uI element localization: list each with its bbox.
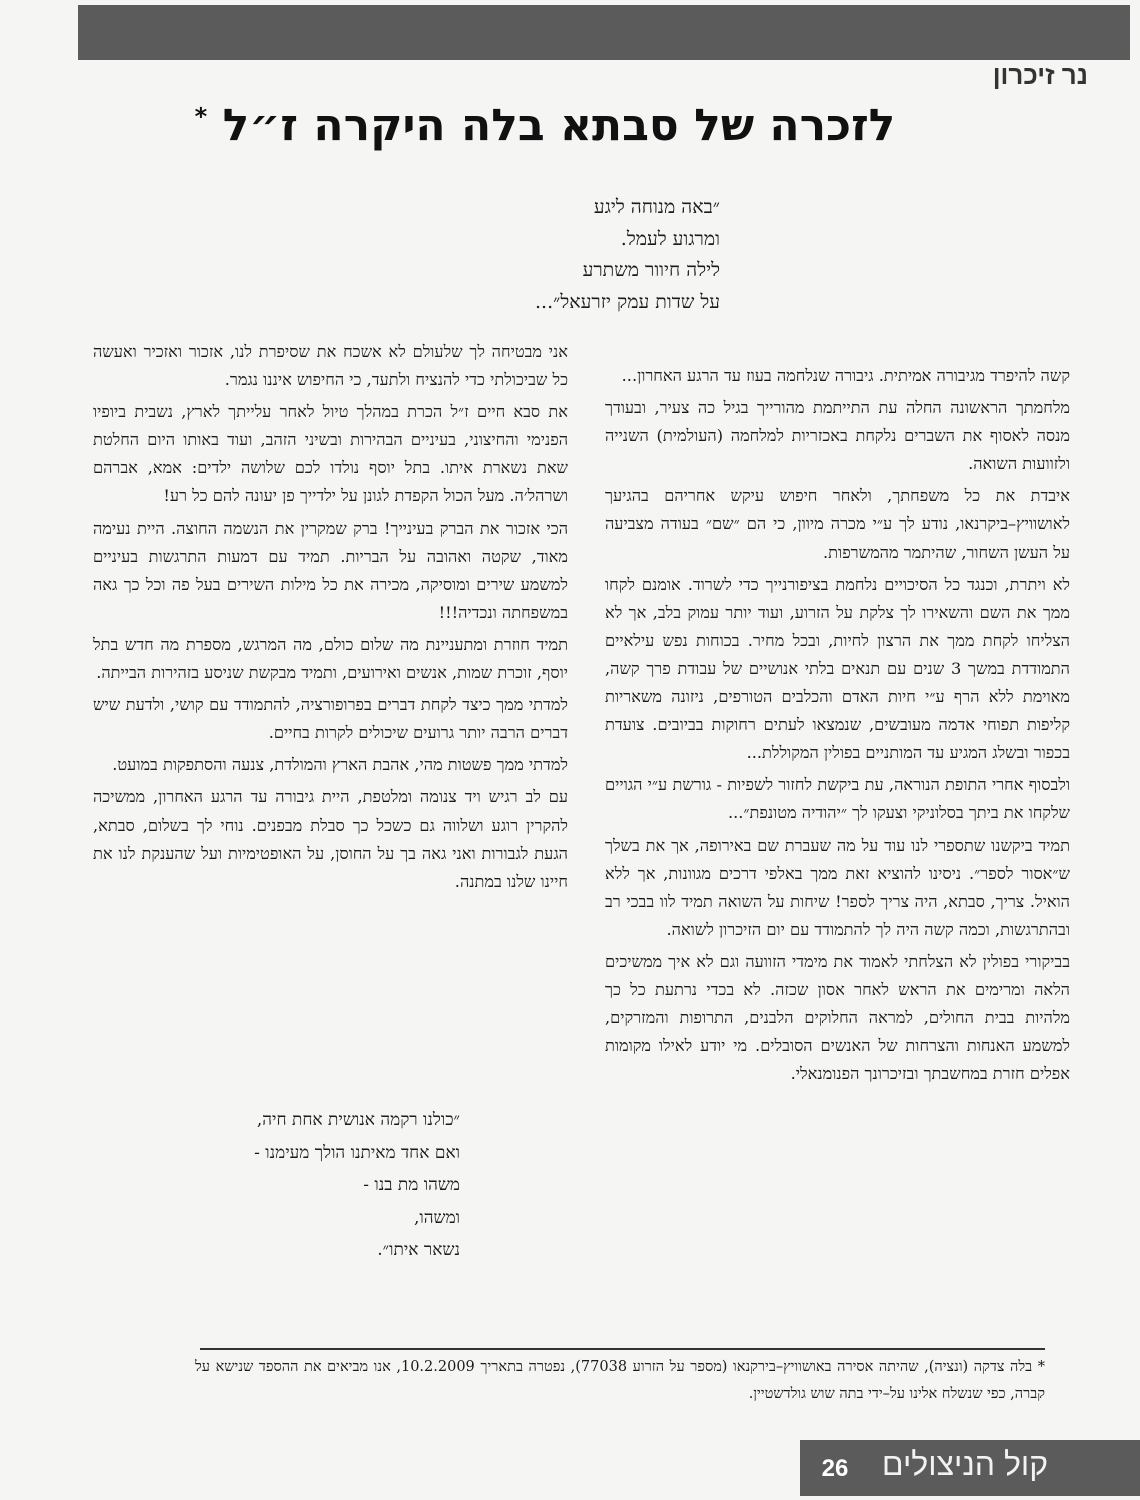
header-band bbox=[78, 5, 1130, 60]
right-column bbox=[605, 362, 1070, 1092]
epigraph-line: ״באה מנוחה ליגע bbox=[593, 196, 720, 218]
paragraph: למדתי ממך כיצד לקחת דברים בפרופורציה, להתמודד עם קושי, ולדעת שיש דברים הרבה יותר גרועים שיכולים לקרות בחיים. bbox=[93, 695, 568, 743]
section-label: נר זיכרון bbox=[992, 60, 1088, 90]
left-column bbox=[93, 338, 568, 900]
epigraph bbox=[420, 192, 720, 318]
paragraph: איבדת את כל משפחתך, ולאחר חיפוש עיקש אחריהם בהגיעך לאושוויץ–ביקרנאו, נודע לך ע״י מכרה מיוון, כי הם ״שם״ בעודה מצביעה על העשן השחור, שהיתמר מהמשרפות. bbox=[605, 486, 1070, 562]
paragraph: אני מבטיחה לך שלעולם לא אשכח את שסיפרת לנו, אזכור ואזכיר ואעשה כל שביכולתי כדי להנציח ולתעד, כי החיפוש איננו נגמר. bbox=[93, 342, 568, 390]
paragraph: קשה להיפרד מגיבורה אמיתית. גיבורה שנלחמה בעוז עד הרגע האחרון... bbox=[621, 366, 1070, 385]
epigraph-line: לילה חיוור משתרע bbox=[582, 259, 720, 281]
poem-line: משהו מת בנו - bbox=[363, 1175, 460, 1195]
poem-line: ״כולנו רקמה אנושית אחת חיה, bbox=[256, 1110, 460, 1130]
epigraph-line: על שדות עמק יזרעאל״... bbox=[535, 290, 720, 313]
title-text: לזכרה של סבתא בלה היקרה ז״ל bbox=[222, 100, 896, 151]
article-title bbox=[140, 100, 950, 151]
paragraph: מלחמתך הראשונה החלה עת התייתמת מהורייך בגיל כה צעיר, ובעודך מנסה לאסוף את השברים נלקחת באכזריות למלחמה (העולמית) השנייה ולזוועות השואה. bbox=[605, 398, 1070, 474]
paragraph: תמיד ביקשנו שתספרי לנו עוד על מה שעברת שם באירופה, אך את בשלך ש״אסור לספר״. ניסינו להוציא זאת ממך באלפי דרכים מגוונות, אך ללא הואיל. צריך, סבתא, היה צריך לספר! שיחות על השואה תמיד לוו בבכי רב ובהתרגשות, וכמה קשה היה לך להתמודד עם יום הזיכרון לשואה. bbox=[605, 835, 1070, 939]
footnote: * בלה צדקה (ונציה), שהיתה אסירה באושוויץ–בירקנאו (מספר על הזרוע 77038), נפטרה בתאריך 10.2.2009, אנו מביאים את ההספד שנישא על קברה, כפי שנשלח אלינו על–ידי בתה שוש גולדשטיין. bbox=[195, 1359, 1045, 1402]
title-footnote-mark: * bbox=[194, 102, 208, 131]
poem-line: ואם אחד מאיתנו הולך מעימנו - bbox=[254, 1142, 460, 1163]
closing-poem bbox=[200, 1104, 460, 1267]
poem-line: נשאר איתו״. bbox=[377, 1240, 460, 1260]
paragraph: למדתי ממך פשטות מהי, אהבת הארץ והמולדת, צנעה והסתפקות במועט. bbox=[112, 755, 568, 775]
paragraph: את סבא חיים ז״ל הכרת במהלך טיול לאחר עלייתך לארץ, נשבית ביופיו הפנימי והחיצוני, בעיניים הבהירות ובשיני הזהב, ועוד באותו היום החלטת שאת נשארת איתו. בתל יוסף נולדו לכם שלושה ילדים: אמא, אברהם ושרהל׳ה. מעל הכול הקפדת לגונן על ילדייך פן יעונה להם כל רע! bbox=[93, 402, 568, 506]
magazine-name: קול הניצולים bbox=[881, 1446, 1049, 1482]
paragraph: הכי אזכור את הברק בעינייך! ברק שמקרין את הנשמה החוצה. היית נעימה מאוד, שקטה ואהובה על הבריות. תמיד עם דמעות התרגשות בעיניים למשמע שירים ומוסיקה, מכירה את כל מילות השירים בעל פה וכל כך גאה במשפחתה ונכדיה!!! bbox=[93, 518, 568, 622]
epigraph-line: ומרגוע לעמל. bbox=[620, 227, 720, 250]
paragraph: ולבסוף אחרי התופת הנוראה, עת ביקשת לחזור לשפיות - גורשת ע״י הגויים שלקחו את ביתך בסלוניקי וצעקו לך ״יהודיה מטונפת״... bbox=[605, 775, 1070, 823]
paragraph: בביקורי בפולין לא הצלחתי לאמוד את מימדי הזוועה וגם לא איך ממשיכים הלאה ומרימים את הראש לאחר אסון שכזה. לא בכדי נרתעת כל כך מלהיות בבית החולים, למראה החלוקים הלבנים, התרופות והמזרקים, למשמע האנחות והצרחות של האנשים הסובלים. מי יודע לאילו מקומות אפלים חזרת במחשבתך ובזיכרונך הפנומנאלי. bbox=[605, 951, 1070, 1084]
paragraph: עם לב רגיש ויד צנומה ומלטפת, היית גיבורה עד הרגע האחרון, ממשיכה להקרין רוגע ושלווה גם כשכל כך סבלת מבפנים. נוחי לך בשלום, סבתא, הגעת לגבורות ואני גאה בך על החוסן, על האופטימיות ועל שהענקת לנו את חיינו שלנו במתנה. bbox=[93, 787, 568, 891]
poem-line: ומשהו, bbox=[414, 1207, 460, 1228]
footnote-divider bbox=[200, 1348, 1045, 1350]
paragraph: לא ויתרת, וכנגד כל הסיכויים נלחמת בציפורנייך כדי לשרוד. אומנם לקחו ממך את השם והשאירו לך צלקת על הזרוע, ועוד יותר עמוק בלב, אך לא הצליחו לקחת ממך את הרצון לחיות, ובכל מחיר. בכוחות נפש עילאיים התמודדת במשך 3 שנים עם תנאים בלתי אנושיים של עבודת פרך קשה, מאוימת ללא הרף ע״י חיות האדם והכלבים הטורפים, ניזונה משאריות קליפות תפוחי אדמה מעובשים, שנמצאו לעתים רחוקות בביובים. צועדת בכפור ובשלג המגיע עד המותניים בפולין המקוללת... bbox=[605, 574, 1070, 763]
paragraph: תמיד חוזרת ומתעניינת מה שלום כולם, מה המרגש, מספרת מה חדש בתל יוסף, זוכרת שמות, אנשים ואירועים, ותמיד מבקשת שניסע בזהירות הבייתה. bbox=[93, 634, 568, 683]
page-number: 26 bbox=[821, 1455, 849, 1482]
